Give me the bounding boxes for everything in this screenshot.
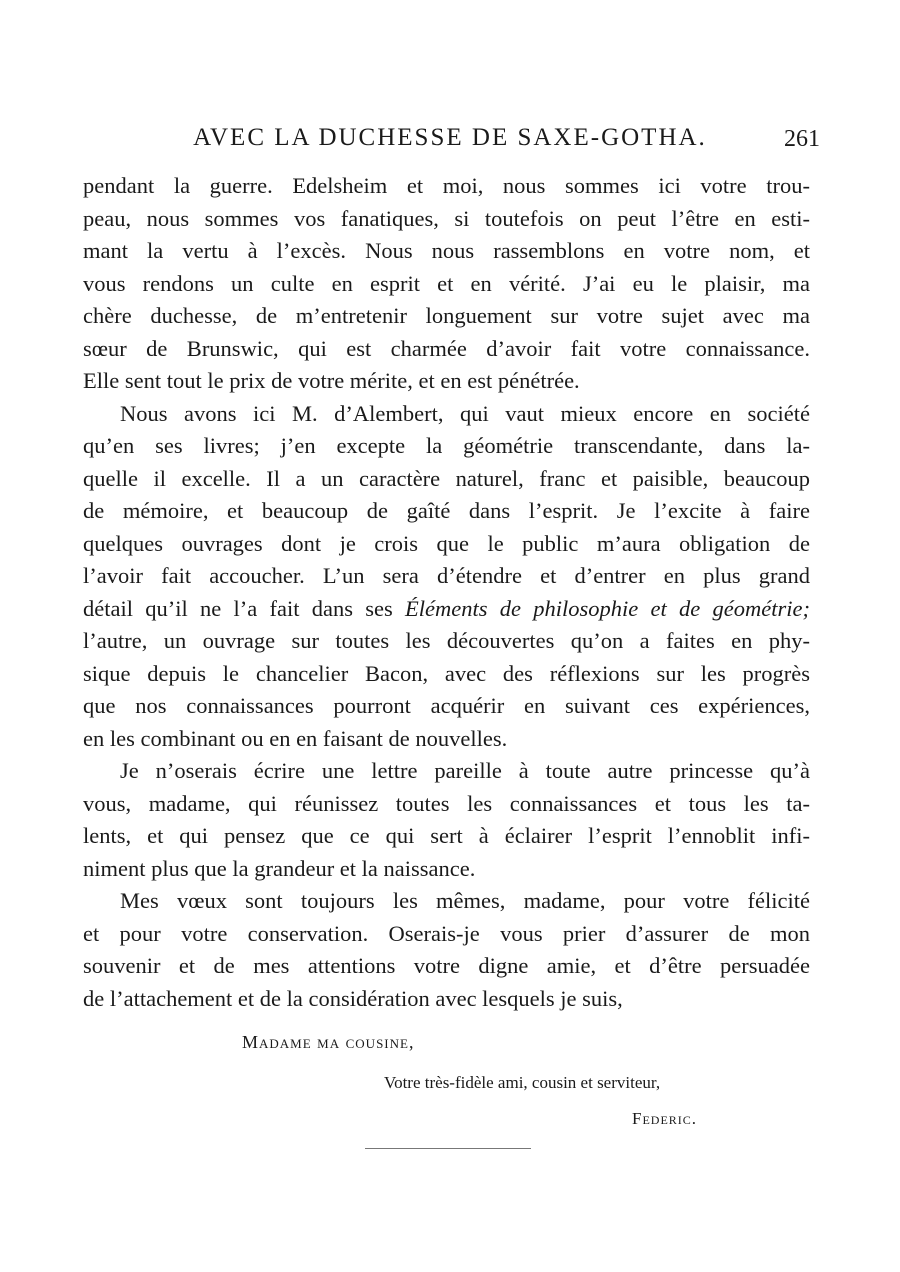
text-line: vous rendons un culte en esprit et en vérité. J’ai eu le plaisir, ma <box>83 270 810 296</box>
end-rule-divider <box>365 1148 531 1149</box>
text-line: et pour votre conservation. Oserais-je vous prier d’assurer de mon <box>83 920 810 946</box>
letter-body <box>83 170 810 1015</box>
paragraph-2 <box>83 398 810 756</box>
text-line-with-title <box>83 593 810 626</box>
text-fragment: détail qu’il ne l’a fait dans ses <box>83 595 406 621</box>
running-header-title: AVEC LA DUCHESSE DE SAXE-GOTHA. <box>193 124 707 151</box>
text-line: Je n’oserais écrire une lettre pareille à toute autre princesse qu’à <box>120 758 810 783</box>
page-number: 261 <box>784 126 820 152</box>
paragraph-4 <box>83 885 810 1015</box>
text-line: sœur de Brunswic, qui est charmée d’avoir fait votre connaissance. <box>83 335 810 361</box>
text-line: chère duchesse, de m’entretenir longuement sur votre sujet avec ma <box>83 303 810 328</box>
text-line: mant la vertu à l’excès. Nous nous rassemblons en votre nom, et <box>83 238 810 263</box>
text-line: Elle sent tout le prix de votre mérite, et en est pénétrée. <box>83 368 580 393</box>
signature: Federic. <box>632 1109 698 1128</box>
closing-formula: Votre très-fidèle ami, cousin et serviteur, <box>384 1073 661 1092</box>
text-line: l’autre, un ouvrage sur toutes les découvertes qu’on a faites en phy- <box>83 628 810 653</box>
text-line: de mémoire, et beaucoup de gaîté dans l’esprit. Je l’excite à faire <box>83 498 810 523</box>
text-line: quelle il excelle. Il a un caractère naturel, franc et paisible, beaucoup <box>83 465 810 491</box>
text-line: sique depuis le chancelier Bacon, avec des réflexions sur les progrès <box>83 660 810 686</box>
text-line: Mes vœux sont toujours les mêmes, madame, pour votre félicité <box>120 888 810 913</box>
text-line: souvenir et de mes attentions votre digne amie, et d’être persuadée <box>83 953 810 978</box>
text-line: lents, et qui pensez que ce qui sert à éclairer l’esprit l’ennoblit infi- <box>83 823 810 848</box>
text-line: quelques ouvrages dont je crois que le public m’aura obligation de <box>83 530 810 556</box>
text-line: l’avoir fait accoucher. L’un sera d’étendre et d’entrer en plus grand <box>83 563 810 588</box>
text-line: de l’attachement et de la considération avec lesquels je suis, <box>83 985 623 1011</box>
text-line: pendant la guerre. Edelsheim et moi, nous sommes ici votre trou- <box>83 173 810 198</box>
salutation: Madame ma cousine, <box>242 1032 415 1052</box>
book-title: Éléments de philosophie et de géométrie; <box>405 595 810 621</box>
text-line: niment plus que la grandeur et la naissance. <box>83 855 476 881</box>
text-line: peau, nous sommes vos fanatiques, si toutefois on peut l’être en esti- <box>83 205 810 231</box>
text-line: en les combinant ou en en faisant de nouvelles. <box>83 725 508 751</box>
text-line: qu’en ses livres; j’en excepte la géométrie transcendante, dans la- <box>83 433 810 458</box>
text-line: Nous avons ici M. d’Alembert, qui vaut mieux encore en société <box>120 400 810 426</box>
paragraph-3 <box>83 755 810 885</box>
paragraph-1 <box>83 170 810 398</box>
text-line: vous, madame, qui réunissez toutes les connaissances et tous les ta- <box>83 790 810 816</box>
text-line: que nos connaissances pourront acquérir en suivant ces expériences, <box>83 693 810 718</box>
